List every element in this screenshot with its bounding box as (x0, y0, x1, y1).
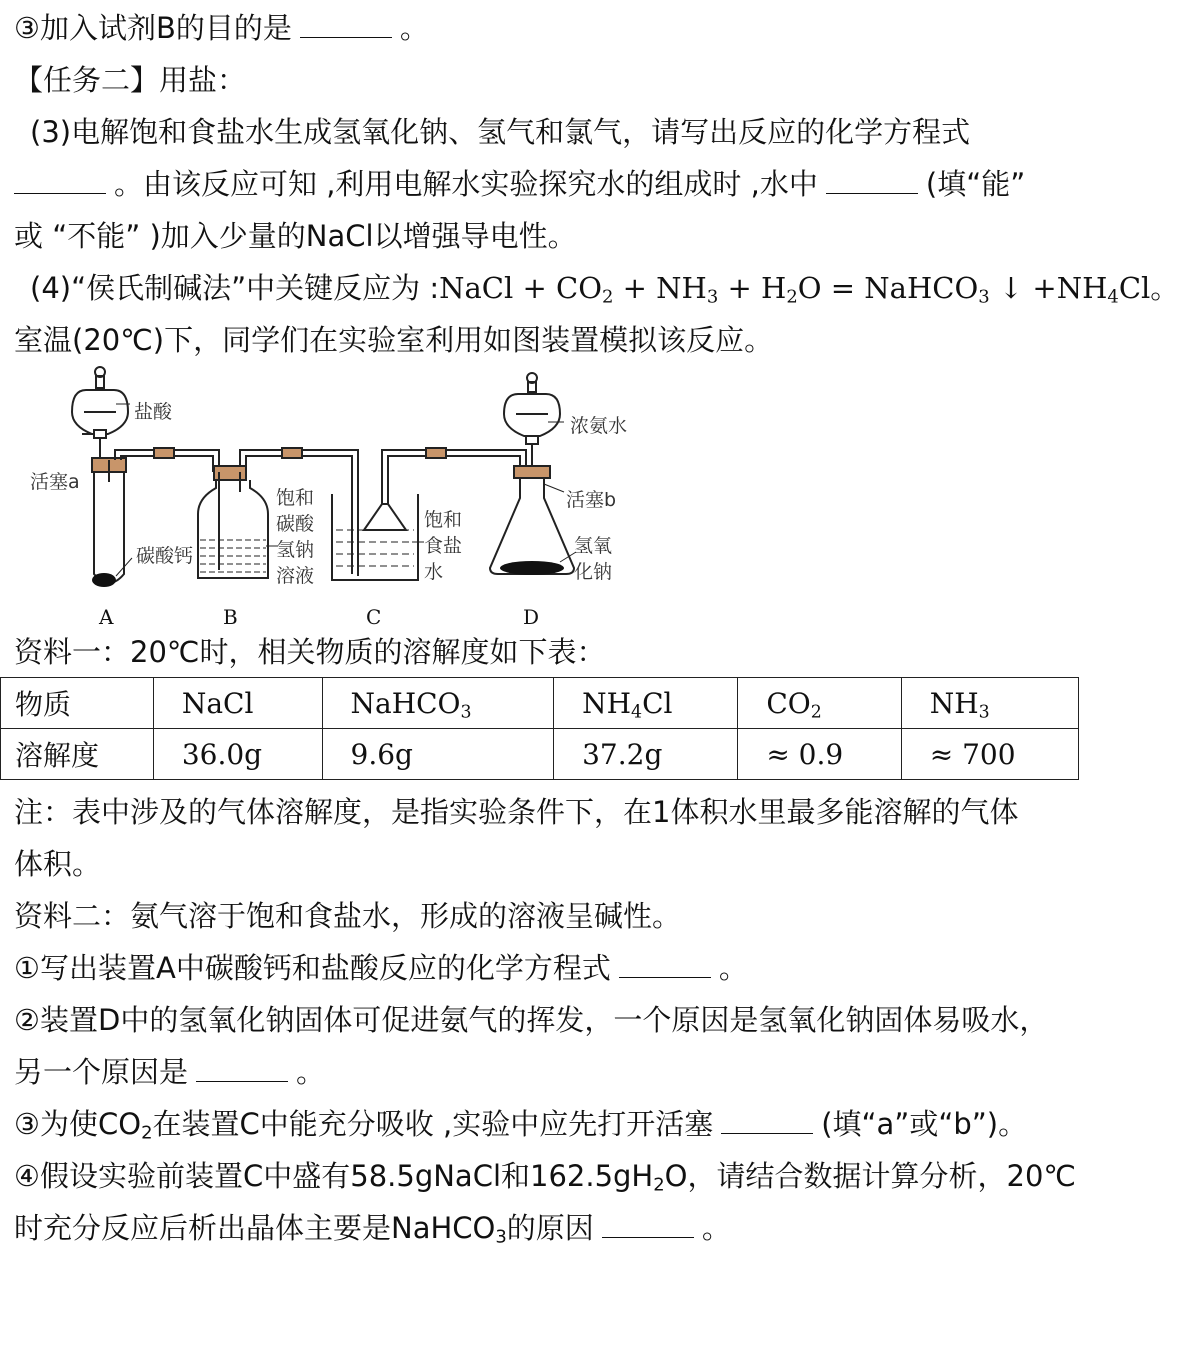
label-b-1: 饱和 (276, 487, 315, 509)
reaction-equation: NaCl + $CO_2 + NH_3 + H_2O$ = NaHCO$_3$ ↓ $+NH_4Cl$。 (439, 271, 1179, 308)
label-valve-b: 活塞b (566, 489, 617, 511)
apparatus-diagram (20, 362, 660, 630)
label-naoh-1: 氢氧 (574, 535, 613, 557)
question-3-line1: (3)电解饱和食盐水生成氢氧化钠、氢气和氯气，请写出反应的化学方程式 (30, 115, 971, 149)
sub-question-2-line2: 另一个原因是 。 (14, 1055, 326, 1089)
table-row (1, 678, 1079, 729)
info-2: 资料二：氨气溶于饱和食盐水，形成的溶液呈碱性。 (14, 899, 682, 933)
answer-blank[interactable] (619, 951, 711, 978)
sub-question-1: ①写出装置A中碳酸钙和盐酸反应的化学方程式 。 (14, 951, 748, 985)
table-row (1, 729, 1079, 780)
label-b-2: 碳酸 (276, 513, 315, 535)
answer-blank[interactable] (602, 1211, 694, 1238)
question-4-line1: (4)“侯氏制碱法”中关键反应为 :NaCl + $CO_2 + NH_3 + H_2O$ = NaHCO$_3$ ↓ $+NH_4Cl$。 (30, 271, 1179, 308)
label-ammonia: 浓氨水 (570, 415, 628, 437)
sub-question-2-line1: ②装置D中的氢氧化钠固体可促进氨气的挥发，一个原因是氢氧化钠固体易吸水， (14, 1003, 1049, 1037)
letter-d: D (523, 605, 540, 629)
label-b-4: 溶液 (276, 565, 315, 587)
task2-heading: 【任务二】用盐： (14, 63, 247, 97)
table-cell: 溶解度 (1, 729, 154, 780)
apparatus-c (332, 494, 424, 580)
table-cell: NaHCO$_3$ (322, 678, 554, 729)
label-b-3: 氢钠 (276, 539, 315, 561)
table-cell: 37.2g (554, 729, 738, 780)
table-cell: ≈ 700 (901, 729, 1078, 780)
table-cell: NaCl (153, 678, 322, 729)
label-caco3: 碳酸钙 (136, 545, 194, 567)
apparatus-a (72, 367, 132, 587)
sub-question-4-line1: ④假设实验前装置C中盛有58.5gNaCl和$162.5gH_2O$，请结合数据计算分析，20℃ (14, 1159, 1076, 1196)
note-line2: 体积。 (14, 847, 102, 881)
note-line1: 注：表中涉及的气体溶解度，是指实验条件下，在1体积水里最多能溶解的气体 (14, 795, 1019, 829)
answer-blank[interactable] (300, 11, 392, 38)
table-cell: ≈ 0.9 (738, 729, 901, 780)
table-cell: $NH_4Cl$ (554, 678, 738, 729)
apparatus-d (490, 373, 576, 575)
apparatus-b (198, 466, 278, 578)
label-valve-a: 活塞a (30, 471, 80, 493)
sub-question-4-line2: 时充分反应后析出晶体主要是NaHCO$_3$的原因 。 (14, 1211, 731, 1248)
label-c-1: 饱和 (424, 509, 463, 531)
answer-blank[interactable] (721, 1107, 813, 1134)
table-cell: 物质 (1, 678, 154, 729)
letter-b: B (223, 605, 238, 629)
answer-blank[interactable] (196, 1055, 288, 1082)
question-3-reagent-b: ③加入试剂B的目的是 。 (14, 11, 429, 45)
table-cell: $NH_3$ (901, 678, 1078, 729)
table-cell: 9.6g (322, 729, 554, 780)
sub-question-3: ③为使$CO_2$在装置C中能充分吸收 ,实验中应先打开活塞 (填“a”或“b”)。 (14, 1107, 1028, 1144)
table-cell: $CO_2$ (738, 678, 901, 729)
label-c-3: 水 (424, 561, 444, 583)
label-naoh-2: 化钠 (574, 561, 613, 583)
info-1: 资料一：20℃时，相关物质的溶解度如下表： (14, 635, 606, 669)
label-hcl: 盐酸 (134, 401, 173, 423)
letter-c: C (366, 605, 382, 629)
table-cell: 36.0g (153, 729, 322, 780)
letter-a: A (99, 605, 114, 629)
answer-blank[interactable] (826, 167, 918, 194)
answer-blank[interactable] (14, 167, 106, 194)
label-c-2: 食盐 (424, 535, 463, 557)
question-4-line2: 室温(20℃)下，同学们在实验室利用如图装置模拟该反应。 (14, 323, 774, 357)
solubility-table (0, 677, 1079, 780)
question-3-line3: 或 “不能” )加入少量的NaCl以增强导电性。 (14, 219, 577, 253)
question-3-line2: 。由该反应可知 ,利用电解水实验探究水的组成时 ,水中 (填“能” (14, 166, 1025, 202)
